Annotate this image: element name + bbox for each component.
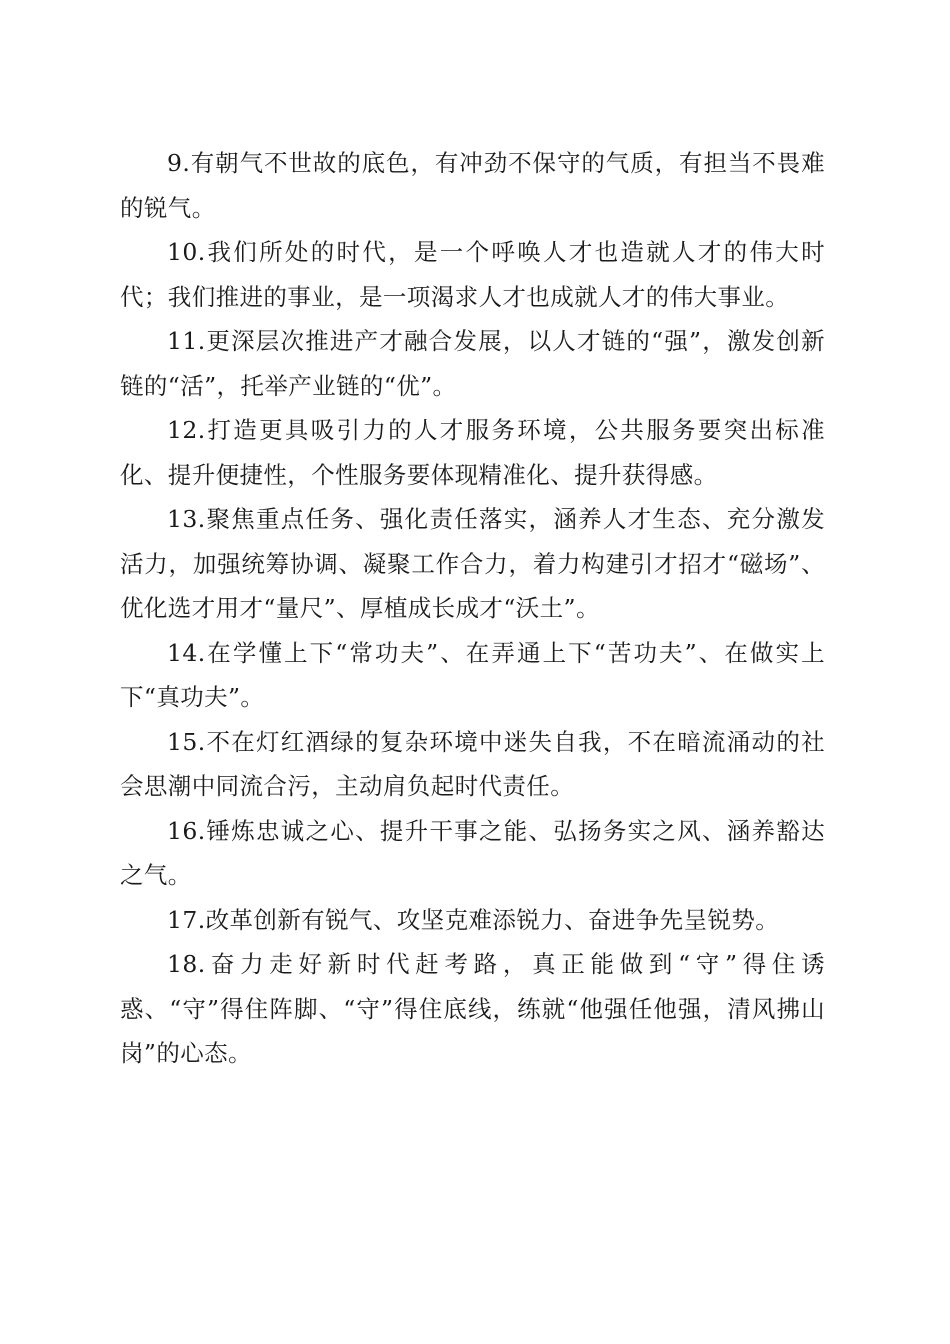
- paragraph-17: 17.改革创新有锐气、攻坚克难添锐力、奋进争先呈锐势。: [167, 905, 780, 934]
- paragraph-15: 15.不在灯红酒绿的复杂环境中迷失自我，不在暗流涌动的社会思潮中同流合污，主动肩负起时代责任。: [120, 727, 825, 800]
- paragraph-14: 14.在学懂上下“常功夫”、在弄通上下“苦功夫”、在做实上下“真功夫”。: [120, 638, 825, 711]
- document-body: [120, 141, 825, 1076]
- paragraph-11: 11.更深层次推进产才融合发展，以人才链的“强”，激发创新链的“活”，托举产业链的“优”。: [120, 327, 825, 400]
- paragraph-12: 12.打造更具吸引力的人才服务环境，公共服务要突出标准化、提升便捷性，个性服务要体现精准化、提升获得感。: [120, 416, 825, 489]
- paragraph-18: 18.奋力走好新时代赶考路，真正能做到“守”得住诱惑、“守”得住阵脚、“守”得住底线，练就“他强任他强，清风拂山岗”的心态。: [120, 950, 825, 1067]
- paragraph-9: 9.有朝气不世故的底色，有冲劲不保守的气质，有担当不畏难的锐气。: [120, 149, 825, 222]
- paragraph-16: 16.锤炼忠诚之心、提升干事之能、弘扬务实之风、涵养豁达之气。: [120, 816, 825, 889]
- paragraph-13: 13.聚焦重点任务、强化责任落实，涵养人才生态、充分激发活力，加强统筹协调、凝聚工作合力，着力构建引才招才“磁场”、优化选才用才“量尺”、厚植成长成才“沃土”。: [120, 505, 825, 622]
- paragraph-10: 10.我们所处的时代，是一个呼唤人才也造就人才的伟大时代；我们推进的事业，是一项渴求人才也成就人才的伟大事业。: [120, 238, 825, 311]
